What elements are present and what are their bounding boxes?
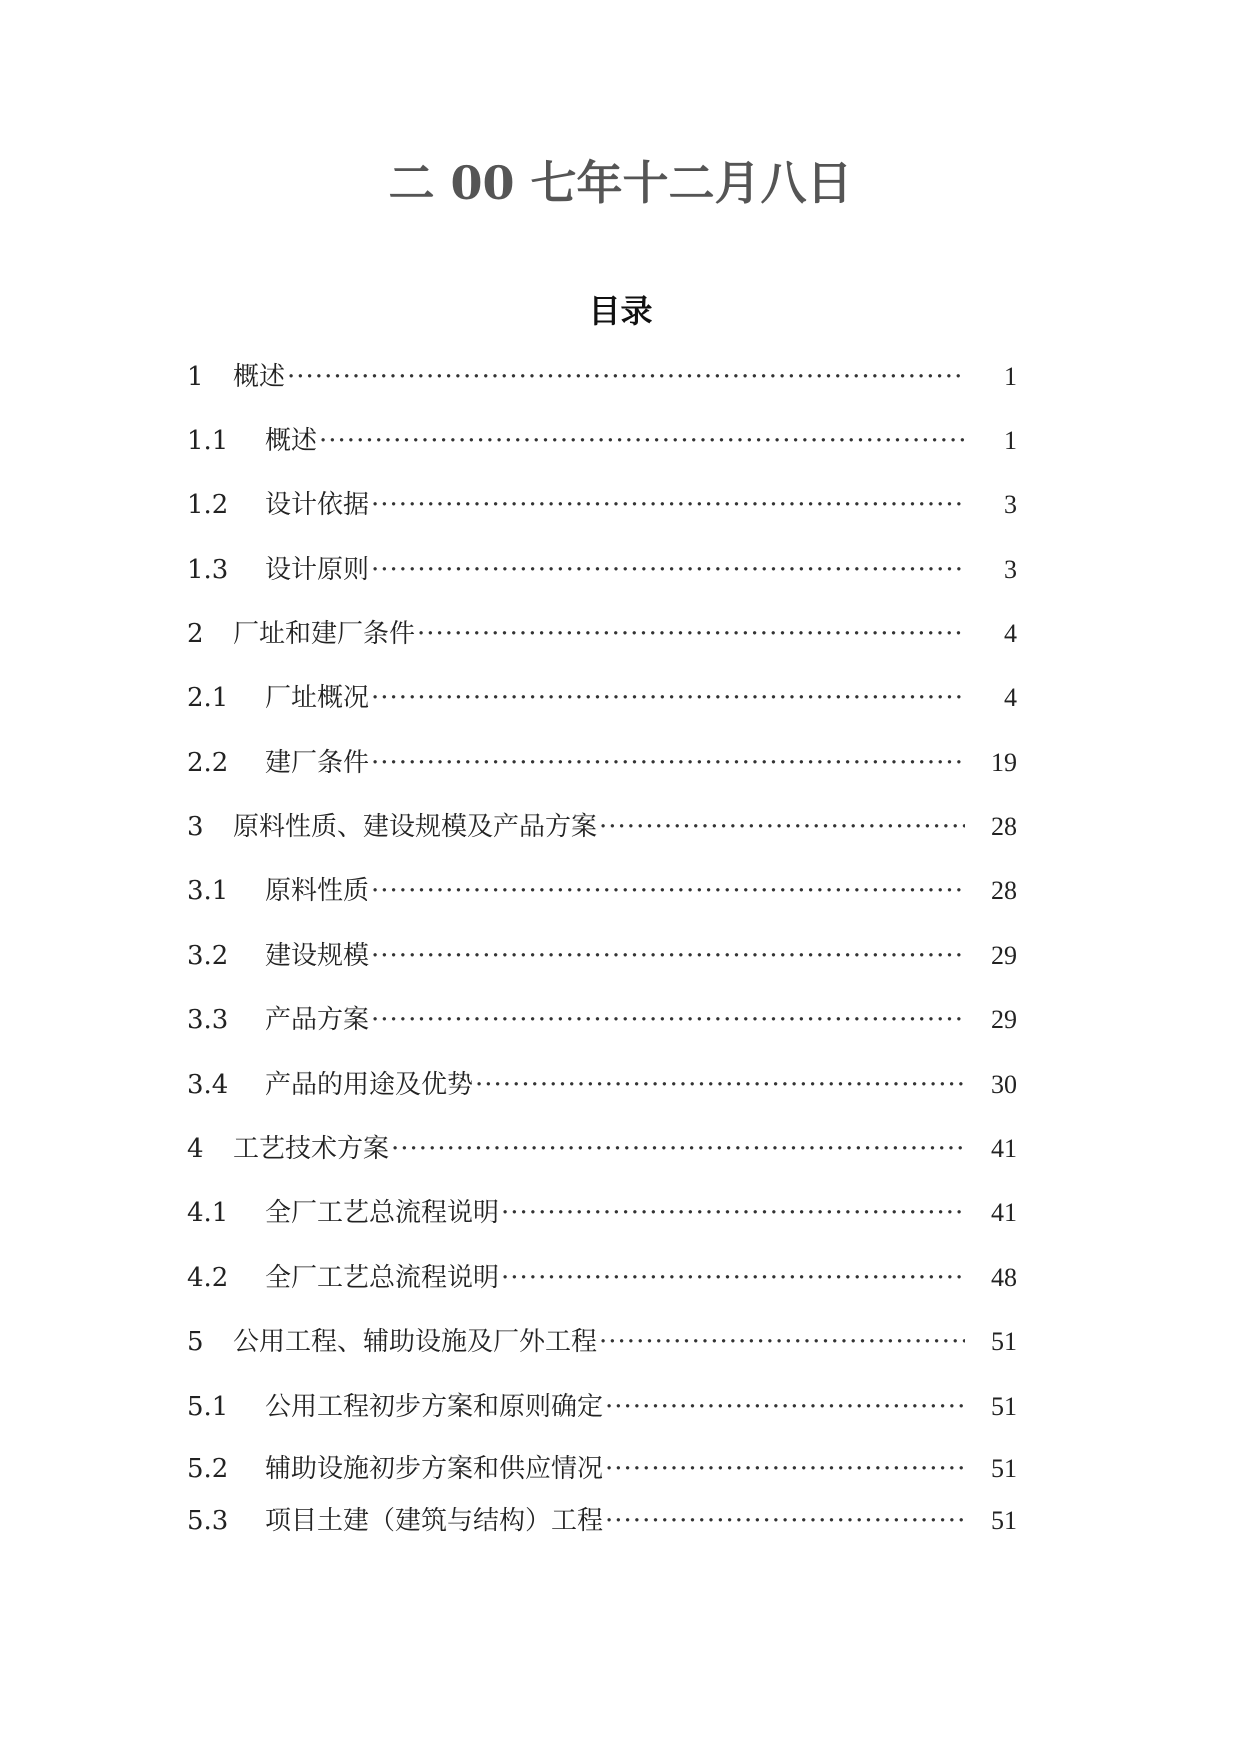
toc-entry-3-2[interactable] [187,934,1017,978]
toc-entry-page: 1 [1004,426,1017,455]
toc-entry-number: 2.1 [187,683,229,713]
toc-entry-page: 41 [991,1134,1017,1163]
toc-entry-title: 工艺技术方案 [233,1134,390,1164]
toc-entry-number: 5.3 [187,1506,229,1536]
toc-entry-page: 3 [1004,490,1017,519]
toc-dot-leader [371,483,965,527]
toc-entry-5-1[interactable] [187,1385,1017,1429]
toc-entry-3-1[interactable] [187,869,1017,913]
toc-dot-leader [371,741,965,785]
toc-entry-5-2[interactable] [187,1447,1017,1491]
toc-entry-title: 厂址概况 [265,683,370,713]
toc-dot-leader [287,355,965,399]
toc-entry-number: 2.2 [187,748,229,778]
toc-dot-leader [319,419,965,463]
toc-entry-number: 5.1 [187,1392,229,1422]
toc-entry-page: 48 [991,1263,1017,1292]
toc-entry-number: 5.2 [187,1454,229,1484]
toc-entry-page: 51 [991,1454,1017,1483]
toc-entry-number: 3.4 [187,1070,229,1100]
toc-entry-1-2[interactable] [187,483,1017,527]
toc-entry-number: 4 [187,1134,204,1164]
toc-entry-title: 原料性质 [265,876,370,906]
toc-dot-leader [417,612,965,656]
toc-entry-number: 1.1 [187,426,229,456]
toc-entry-number: 5 [187,1327,204,1357]
toc-heading: 目录 [588,292,653,330]
toc-entry-page: 51 [991,1392,1017,1421]
toc-dot-leader [371,548,965,592]
toc-entry-title: 建厂条件 [265,748,370,778]
toc-dot-leader [371,869,965,913]
toc-entry-title: 公用工程、辅助设施及厂外工程 [233,1327,598,1357]
toc-entry-page: 30 [991,1070,1017,1099]
toc-entry-1-1[interactable] [187,419,1017,463]
toc-entry-number: 1 [187,362,204,392]
toc-entry-3-4[interactable] [187,1063,1017,1107]
toc-entry-number: 3.3 [187,1005,229,1035]
toc-entry-4-1[interactable] [187,1191,1017,1235]
toc-entry-number: 4.2 [187,1263,229,1293]
toc-dot-leader [371,676,965,720]
toc-entry-3[interactable] [187,805,1017,849]
toc-entry-title: 全厂工艺总流程说明 [265,1198,500,1228]
toc-dot-leader [391,1127,965,1171]
toc-entry-title: 全厂工艺总流程说明 [265,1263,500,1293]
toc-entry-number: 4.1 [187,1198,229,1228]
toc-entry-page: 51 [991,1327,1017,1356]
toc-entry-2[interactable] [187,612,1017,656]
toc-entry-title: 设计原则 [265,555,370,585]
toc-dot-leader [501,1191,965,1235]
toc-entry-number: 2 [187,619,204,649]
toc-entry-page: 4 [1004,683,1017,712]
toc-entry-3-3[interactable] [187,998,1017,1042]
toc-dot-leader [371,934,965,978]
toc-entry-title: 厂址和建厂条件 [233,619,416,649]
toc-entry-2-1[interactable] [187,676,1017,720]
toc-entry-title: 产品的用途及优势 [265,1070,474,1100]
toc-entry-page: 1 [1004,362,1017,391]
toc-entry-title: 原料性质、建设规模及产品方案 [233,812,598,842]
toc-dot-leader [501,1256,965,1300]
toc-dot-leader [605,1447,965,1491]
toc-entry-page: 29 [991,941,1017,970]
toc-entry-title: 设计依据 [265,490,370,520]
toc-entry-number: 3.1 [187,876,229,906]
toc-entry-number: 1.3 [187,555,229,585]
toc-entry-page: 29 [991,1005,1017,1034]
toc-entry-page: 51 [991,1506,1017,1535]
toc-entry-1[interactable] [187,355,1017,399]
toc-entry-page: 4 [1004,619,1017,648]
toc-dot-leader [605,1499,965,1543]
toc-entry-page: 41 [991,1198,1017,1227]
toc-dot-leader [599,1320,965,1364]
toc-entry-2-2[interactable] [187,741,1017,785]
toc-entry-number: 1.2 [187,490,229,520]
toc-entry-title: 概述 [265,426,318,456]
toc-entry-title: 项目土建（建筑与结构）工程 [265,1506,604,1536]
toc-entry-4[interactable] [187,1127,1017,1171]
toc-dot-leader [599,805,965,849]
toc-entry-1-3[interactable] [187,548,1017,592]
toc-dot-leader [475,1063,965,1107]
toc-entry-title: 建设规模 [265,941,370,971]
toc-entry-title: 概述 [233,362,286,392]
toc-entry-title: 产品方案 [265,1005,370,1035]
toc-entry-page: 28 [991,812,1017,841]
toc-entry-page: 19 [991,748,1017,777]
toc-entry-number: 3 [187,812,204,842]
document-date-title: 二 00 七年十二月八日 [388,156,853,210]
toc-entry-5-3[interactable] [187,1499,1017,1543]
toc-entry-5[interactable] [187,1320,1017,1364]
toc-dot-leader [371,998,965,1042]
toc-entry-page: 3 [1004,555,1017,584]
toc-entry-title: 辅助设施初步方案和供应情况 [265,1454,604,1484]
toc-entry-number: 3.2 [187,941,229,971]
toc-entry-title: 公用工程初步方案和原则确定 [265,1392,604,1422]
toc-entry-page: 28 [991,876,1017,905]
toc-dot-leader [605,1385,965,1429]
toc-entry-4-2[interactable] [187,1256,1017,1300]
